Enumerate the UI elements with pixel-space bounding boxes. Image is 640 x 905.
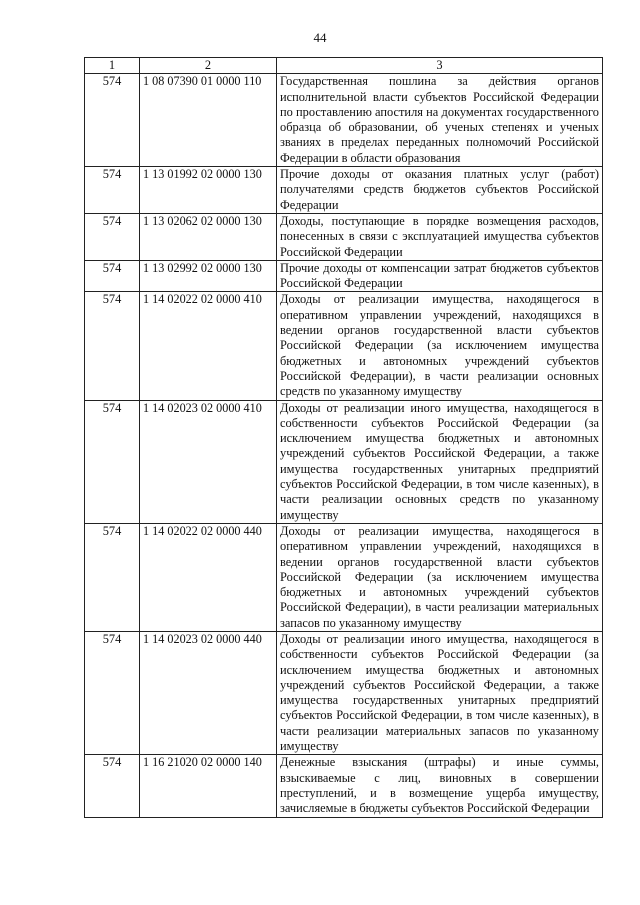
description-cell: Доходы от реализации имущества, находящегося в оперативном управлении учреждений, находящихся в ведении органов государственной власти субъектов Российской Федерации (за исключением имущества бюджетных и автономных учреждений субъектов Российской Федерации), в части реализации материальных запасов по указанному имуществу [277, 523, 603, 631]
page-number: 44 [313, 30, 327, 45]
description-cell: Прочие доходы от оказания платных услуг (работ) получателями средств бюджетов субъектов Российской Федерации [277, 167, 603, 214]
budget-code-cell: 1 08 07390 01 0000 110 [140, 74, 277, 167]
admin-code-cell: 574 [85, 167, 140, 214]
table-row [85, 523, 603, 631]
table-row [85, 260, 603, 292]
budget-code-cell: 1 13 02992 02 0000 130 [140, 260, 277, 292]
admin-code-cell: 574 [85, 213, 140, 260]
admin-code-cell: 574 [85, 631, 140, 754]
admin-code-cell: 574 [85, 523, 140, 631]
column-header-2: 2 [140, 58, 277, 74]
table-row [85, 74, 603, 167]
description-cell: Доходы, поступающие в порядке возмещения расходов, понесенных в связи с эксплуатацией имущества субъектов Российской Федерации [277, 213, 603, 260]
description-cell: Прочие доходы от компенсации затрат бюджетов субъектов Российской Федерации [277, 260, 603, 292]
table-header-row [85, 58, 603, 74]
admin-code-cell: 574 [85, 260, 140, 292]
table-row [85, 167, 603, 214]
budget-code-cell: 1 14 02023 02 0000 410 [140, 400, 277, 523]
admin-code-cell: 574 [85, 400, 140, 523]
budget-code-cell: 1 13 01992 02 0000 130 [140, 167, 277, 214]
description-cell: Доходы от реализации иного имущества, находящегося в собственности субъектов Российской Федерации (за исключением имущества бюджетных и автономных учреждений субъектов Российской Федерации, а также имущества государственных унитарных предприятий субъектов Российской Федерации, в том числе казенных), в части реализации основных средств по указанному имуществу [277, 400, 603, 523]
budget-code-cell: 1 13 02062 02 0000 130 [140, 213, 277, 260]
table-row [85, 292, 603, 400]
description-cell: Доходы от реализации иного имущества, находящегося в собственности субъектов Российской Федерации (за исключением имущества бюджетных и автономных учреждений субъектов Российской Федерации, а также имущества государственных унитарных предприятий субъектов Российской Федерации, в том числе казенных), в части реализации материальных запасов по указанному имуществу [277, 631, 603, 754]
description-cell: Денежные взыскания (штрафы) и иные суммы, взыскиваемые с лиц, виновных в совершении преступлений, и в возмещение ущерба имуществу, зачисляемые в бюджеты субъектов Российской Федерации [277, 755, 603, 817]
admin-code-cell: 574 [85, 755, 140, 817]
admin-code-cell: 574 [85, 74, 140, 167]
budget-code-cell: 1 14 02023 02 0000 440 [140, 631, 277, 754]
table-row [85, 755, 603, 817]
revenue-codes-table [84, 57, 603, 818]
budget-code-cell: 1 14 02022 02 0000 440 [140, 523, 277, 631]
table-row [85, 213, 603, 260]
column-header-1: 1 [85, 58, 140, 74]
table-row [85, 400, 603, 523]
description-cell: Государственная пошлина за действия органов исполнительной власти субъектов Российской Федерации по проставлению апостиля на документах государственного образца об образовании, об ученых степенях и ученых званиях в пределах переданных полномочий Российской Федерации в области образования [277, 74, 603, 167]
table-row [85, 631, 603, 754]
budget-code-cell: 1 14 02022 02 0000 410 [140, 292, 277, 400]
budget-code-cell: 1 16 21020 02 0000 140 [140, 755, 277, 817]
description-cell: Доходы от реализации имущества, находящегося в оперативном управлении учреждений, находящихся в ведении органов государственной власти субъектов Российской Федерации (за исключением имущества бюджетных и автономных учреждений субъектов Российской Федерации), в части реализации основных средств по указанному имуществу [277, 292, 603, 400]
admin-code-cell: 574 [85, 292, 140, 400]
column-header-3: 3 [277, 58, 603, 74]
